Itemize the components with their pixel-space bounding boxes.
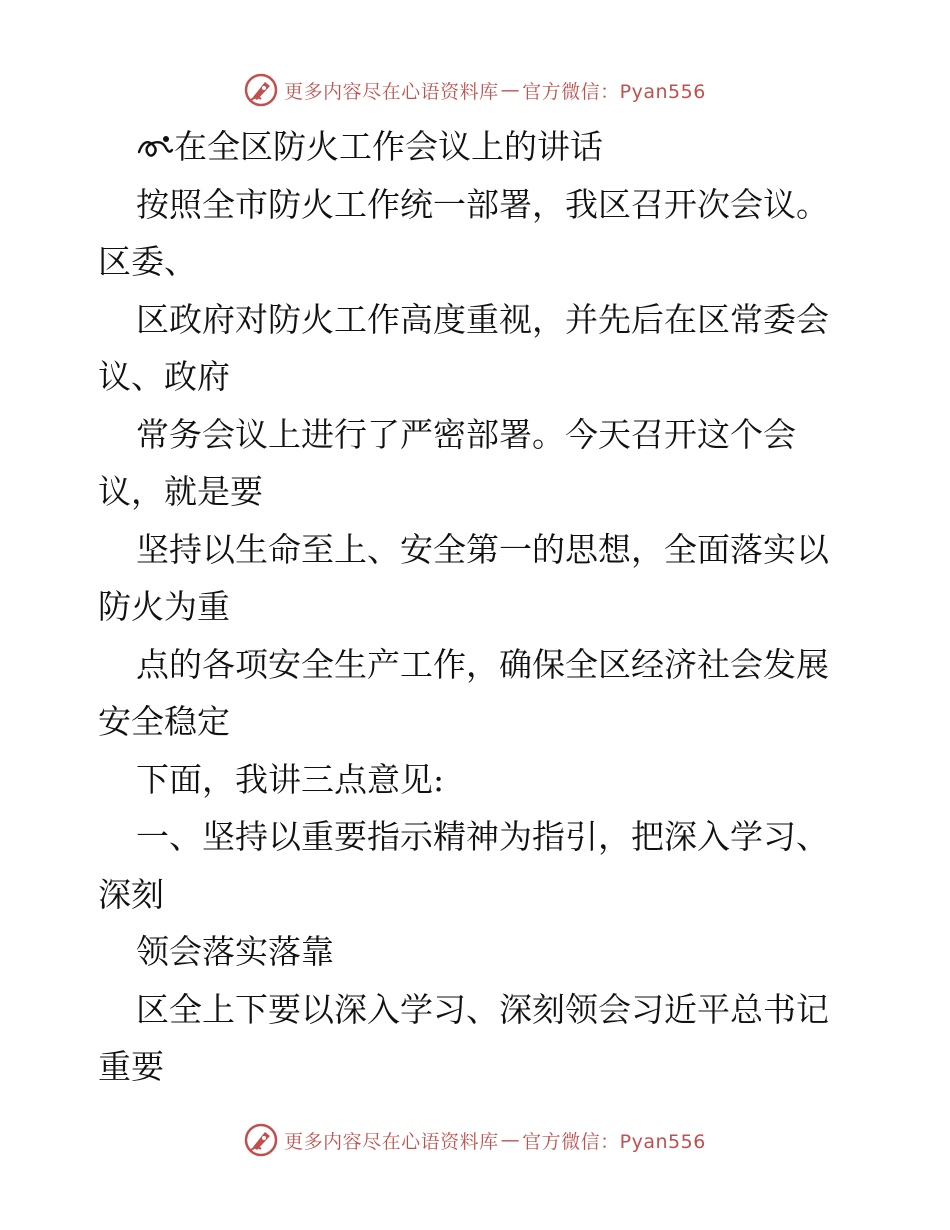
document-line: 防火为重 xyxy=(98,587,230,626)
header-banner xyxy=(0,70,950,110)
document-lines xyxy=(98,176,858,1096)
pen-nib-logo-icon xyxy=(244,73,278,107)
footer-banner xyxy=(0,1120,950,1160)
document-line: 安全稳定 xyxy=(98,702,230,741)
document-line: 重要 xyxy=(98,1047,164,1086)
footer-separator: — xyxy=(500,1129,521,1151)
header-wechat-text: 官方微信：Pyan556 xyxy=(522,80,706,103)
document-line: 区委、 xyxy=(98,242,197,281)
document-line: 按照全市防火工作统一部署，我区召开次会议。 xyxy=(136,184,829,224)
footer-promo-text: 更多内容尽在心语资料库 xyxy=(284,1130,499,1153)
document-line: 深刻 xyxy=(98,874,164,914)
document-line: 点的各项安全生产工作，确保全区经济社会发展 xyxy=(136,644,829,684)
document-body xyxy=(98,118,858,1096)
decorative-flourish-icon xyxy=(136,130,174,160)
document-line: 领会落实落靠 xyxy=(136,932,334,971)
document-line: 议、政府 xyxy=(98,357,230,396)
document-title-line xyxy=(98,118,858,176)
header-separator: — xyxy=(500,79,521,101)
document-line: 坚持以生命至上、安全第一的思想，全面落实以 xyxy=(136,529,829,569)
document-line: 一、坚持以重要指示精神为指引，把深入学习、 xyxy=(136,817,829,856)
document-line: 区政府对防火工作高度重视，并先后在区常委会 xyxy=(136,299,829,339)
document-line: 下面，我讲三点意见: xyxy=(136,759,445,799)
document-line: 常务会议上进行了严密部署。今天召开这个会 xyxy=(136,414,796,454)
document-title: 在全区防火工作会议上的讲话 xyxy=(174,127,603,166)
footer-wechat-text: 官方微信：Pyan556 xyxy=(522,1130,706,1153)
document-line: 区全上下要以深入学习、深刻领会习近平总书记 xyxy=(136,989,829,1029)
document-line: 议，就是要 xyxy=(98,472,263,511)
header-promo-text: 更多内容尽在心语资料库 xyxy=(284,80,499,103)
pen-nib-logo-icon xyxy=(244,1123,278,1157)
